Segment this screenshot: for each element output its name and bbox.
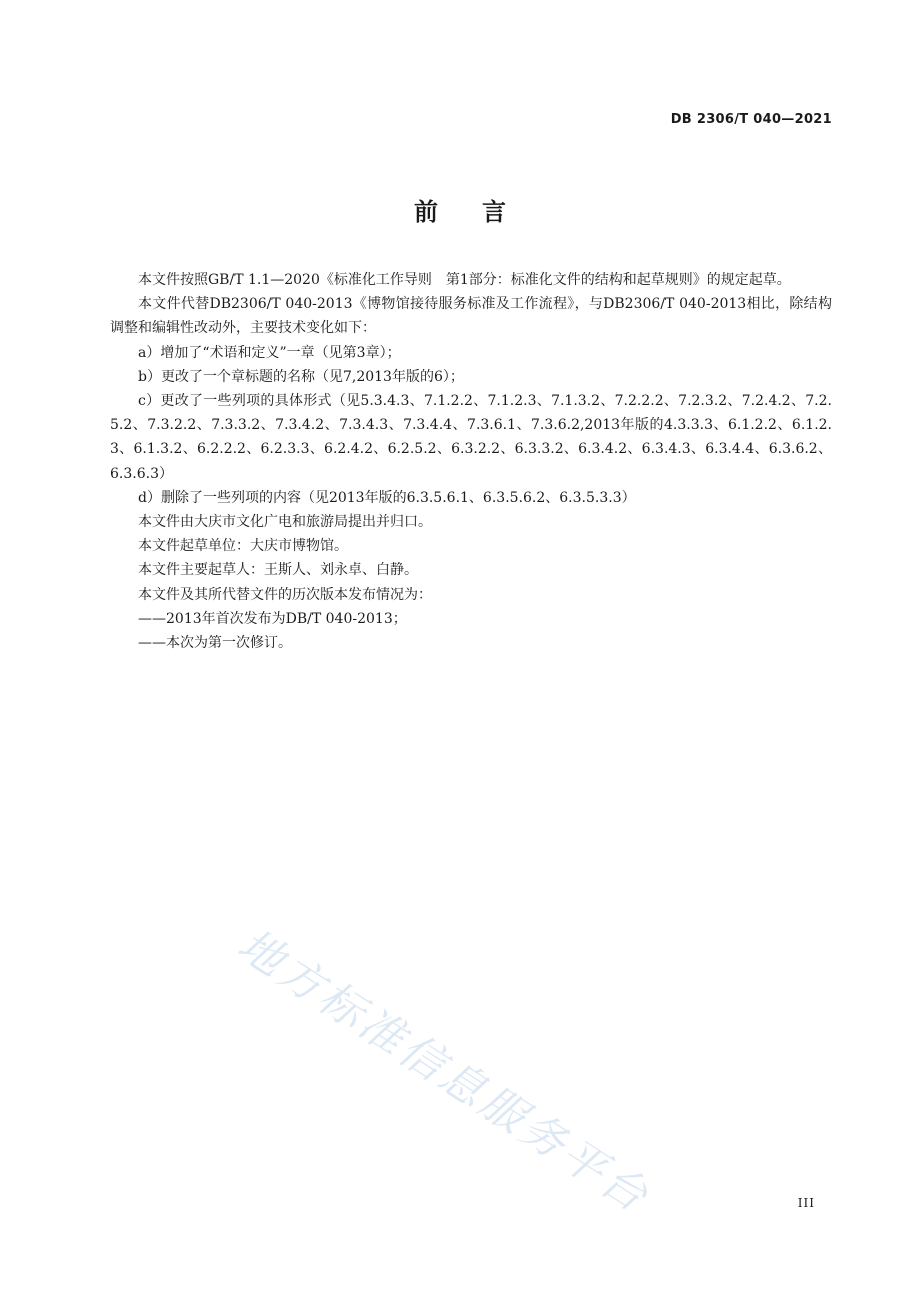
foreword-body [110, 268, 832, 655]
paragraph-drafters: 本文件主要起草人：王斯人、刘永卓、白静。 [138, 562, 418, 579]
watermark: 地方标准信息服务平台 [228, 919, 659, 1224]
document-code: DB 2306/T 040—2021 [670, 112, 832, 127]
paragraph-version-history: 本文件及其所代替文件的历次版本发布情况为： [138, 586, 432, 603]
paragraph-drafting-unit: 本文件起草单位：大庆市博物馆。 [138, 538, 348, 555]
version-history-item: ——2013年首次发布为DB/T 040-2013； [138, 610, 407, 627]
page-number: III [797, 1196, 815, 1210]
change-item-a: a）增加了“术语和定义”一章（见第3章）； [138, 344, 401, 361]
change-item-b: b）更改了一个章标题的名称（见7,2013年版的6）； [138, 368, 464, 385]
paragraph-replacement: 本文件代替DB2306/T 040-2013《博物馆接待服务标准及工作流程》，与DB2306/T 040-2013相比，除结构调整和编辑性改动外，主要技术变化如下： [110, 296, 832, 337]
paragraph-drafting-basis: 本文件按照GB/T 1.1—2020《标准化工作导则 第1部分：标准化文件的结构和起草规则》的规定起草。 [138, 272, 791, 288]
page-title: 前言 [414, 198, 550, 226]
change-item-c: c）更改了一些列项的具体形式（见5.3.4.3、7.1.2.2、7.1.2.3、7.1.3.2、7.2.2.2、7.2.3.2、7.2.4.2、7.2.5.2、7.3.2.2、7.3.3.2、7.3.4.2、7.3.4.3、7.3.4.4、7.3.6.1、7.3.6.2,2013年版的4.3.3.3、6.1.2.2、6.1.2.3、6.1.3.2、6.2.2.2、6.2.3.3、6.2.4.2、6.2.5.2、6.3.2.2、6.3.3.2、6.3.4.2、6.3.4.3、6.3.4.4、6.3.6.2、6.3.6.3） [110, 393, 832, 482]
paragraph-proposer: 本文件由大庆市文化广电和旅游局提出并归口。 [138, 514, 432, 531]
version-history-item: ——本次为第一次修订。 [138, 635, 292, 652]
change-item-d: d）删除了一些列项的内容（见2013年版的6.3.5.6.1、6.3.5.6.2、6.3.5.3.3） [138, 489, 636, 506]
